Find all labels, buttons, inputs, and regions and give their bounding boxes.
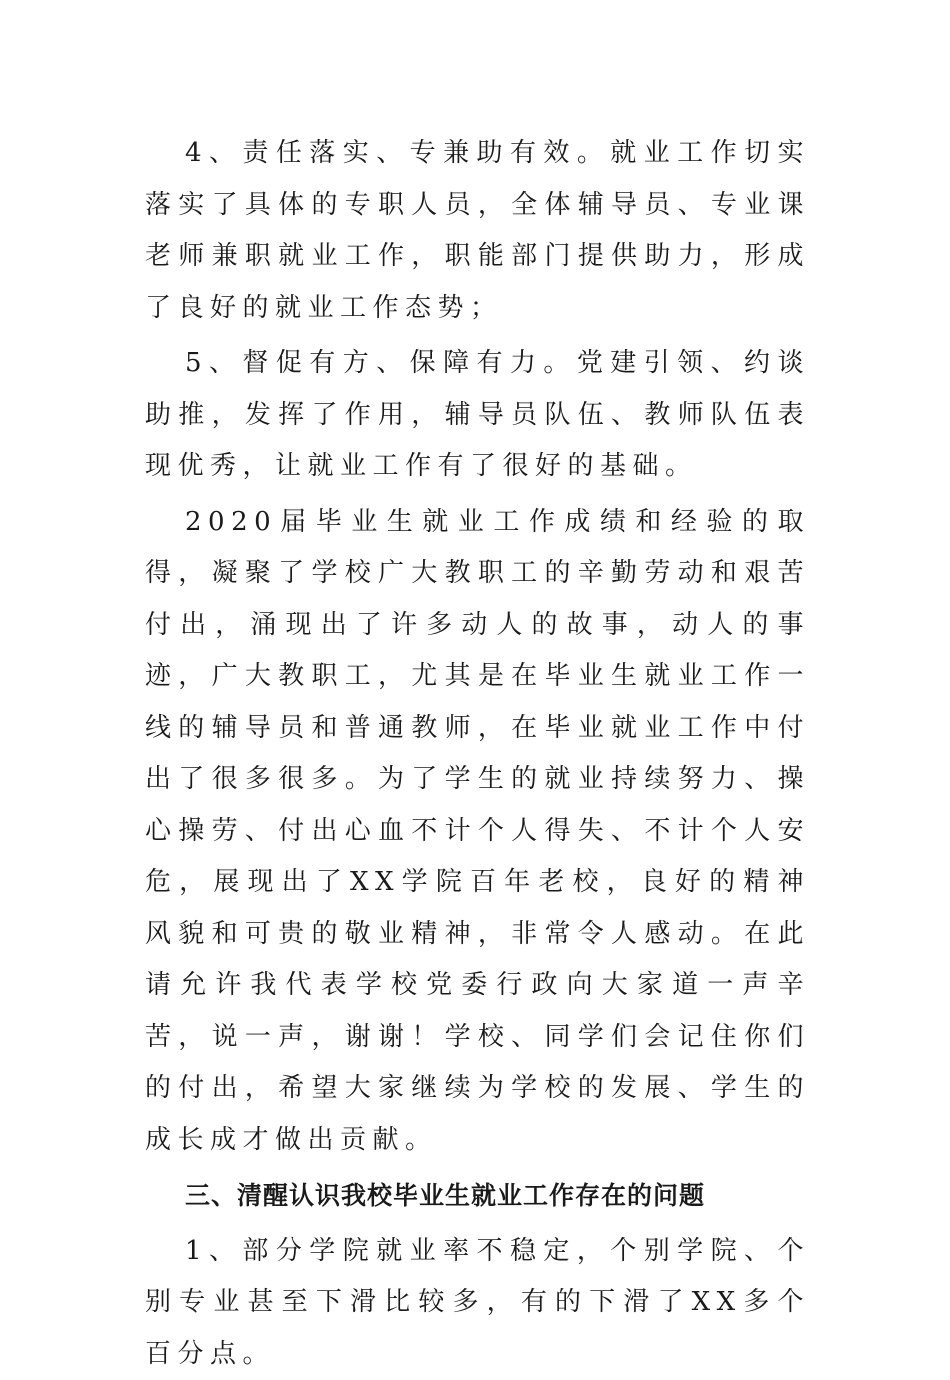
paragraph-responsibility: 4、责任落实、专兼助有效。就业工作切实落实了具体的专职人员，全体辅导员、专业课老师兼职就业工作，职能部门提供助力，形成了良好的就业工作态势； [145, 128, 810, 334]
paragraph-problem-1: 1、部分学院就业率不稳定，个别学院、个别专业甚至下滑比较多，有的下滑了XX多个百分点。 [145, 1226, 810, 1380]
section-heading: 三、清醒认识我校毕业生就业工作存在的问题 [145, 1170, 810, 1222]
paragraph-achievements: 2020届毕业生就业工作成绩和经验的取得，凝聚了学校广大教职工的辛勤劳动和艰苦付出，涌现出了许多动人的故事，动人的事迹，广大教职工，尤其是在毕业生就业工作一线的辅导员和普通教师，在毕业就业工作中付出了很多很多。为了学生的就业持续努力、操心操劳、付出心血不计个人得失、不计个人安危，展现出了XX学院百年老校，良好的精神风貌和可贵的敬业精神，非常令人感动。在此请允许我代表学校党委行政向大家道一声辛苦，说一声，谢谢！学校、同学们会记住你们的付出，希望大家继续为学校的发展、学生的成长成才做出贡献。 [145, 497, 810, 1167]
paragraph-supervision: 5、督促有方、保障有力。党建引领、约谈助推，发挥了作用，辅导员队伍、教师队伍表现优秀，让就业工作有了很好的基础。 [145, 338, 810, 493]
document-body [145, 128, 810, 1380]
